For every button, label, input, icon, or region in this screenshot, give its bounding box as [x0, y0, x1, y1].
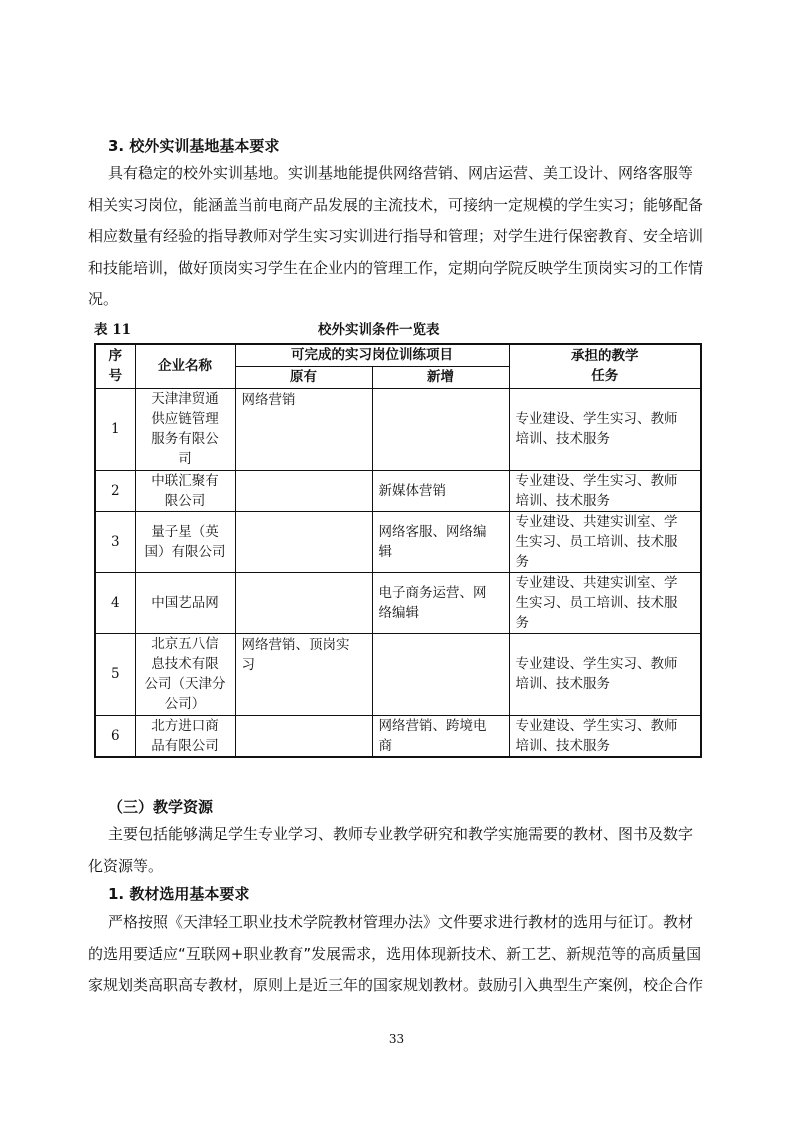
- table-body: [95, 388, 701, 757]
- cell-added: [372, 470, 509, 511]
- cell-added: [372, 633, 509, 715]
- cell-tasks: [509, 715, 701, 757]
- header-projects: 可完成的实习岗位训练项目: [235, 344, 509, 366]
- section-heading-external-training-base: 3. 校外实训基地基本要求: [108, 137, 280, 155]
- cell-company-line: 北京五八信: [151, 636, 219, 652]
- cell-added-line: 电子商务运营、网: [378, 584, 487, 601]
- cell-existing: [235, 715, 372, 757]
- header-tasks: [509, 344, 701, 388]
- cell-seq: 1: [95, 388, 135, 470]
- cell-tasks-line: 专业建设、学生实习、教师: [515, 656, 678, 672]
- cell-added: [372, 511, 509, 572]
- cell-tasks-line: 培训、技术服务: [515, 431, 610, 447]
- cell-tasks: [509, 388, 701, 470]
- cell-seq: 5: [95, 633, 135, 715]
- paragraph-line: 主要包括能够满足学生专业学习、教师专业教学研究和教学实施需要的教材、图书及数字: [108, 825, 694, 843]
- cell-company-line: 量子星（英: [151, 523, 219, 540]
- cell-existing-line: 习: [241, 656, 255, 673]
- table-row: [95, 715, 701, 757]
- cell-added-line: 络编辑: [378, 604, 419, 621]
- cell-company: [135, 388, 235, 470]
- cell-company-line: 中联汇聚有: [151, 472, 219, 489]
- section-paragraph-teaching-resources: [88, 819, 708, 882]
- cell-added-line: 网络营销、跨境电: [378, 717, 487, 734]
- cell-company-line: 司: [178, 451, 192, 467]
- cell-tasks: [509, 511, 701, 572]
- cell-company-line: 公司）: [164, 696, 206, 712]
- cell-existing-line: 网络营销: [241, 391, 296, 408]
- cell-seq: 2: [95, 470, 135, 511]
- paragraph-line: 化资源等。: [88, 856, 164, 875]
- cell-added-line: 网络客服、网络编: [378, 523, 487, 540]
- cell-company-line: 国）有限公司: [144, 543, 226, 560]
- header-company: 企业名称: [135, 344, 235, 388]
- cell-tasks-line: 专业建设、学生实习、教师: [515, 717, 678, 734]
- header-tasks-line: 承担的教学: [571, 348, 639, 365]
- header-seq-line: 序: [108, 348, 122, 365]
- table-row: [95, 388, 701, 470]
- cell-company: [135, 470, 235, 511]
- paragraph-line: 和技能培训，做好顶岗实习学生在企业内的管理工作，定期向学院反映学生顶岗实习的工作情: [88, 258, 704, 277]
- cell-seq: 4: [95, 572, 135, 633]
- table-header-row: [95, 344, 701, 366]
- paragraph-line: 具有稳定的校外实训基地。实训基地能提供网络营销、网店运营、美工设计、网络客服等: [108, 164, 694, 182]
- cell-tasks-line: 培训、技术服务: [515, 492, 610, 509]
- cell-tasks-line: 专业建设、共建实训室、学: [515, 513, 678, 530]
- cell-added: [372, 572, 509, 633]
- cell-tasks: [509, 470, 701, 511]
- cell-tasks-line: 务: [515, 614, 529, 631]
- paragraph-line: 相应数量有经验的指导教师对学生实习实训进行指导和管理；对学生进行保密教育、安全培训: [88, 227, 704, 245]
- section-paragraph-textbook-selection: [88, 907, 708, 1002]
- cell-existing-line: 网络营销、顶岗实: [241, 636, 350, 653]
- cell-company-line: 限公司: [164, 492, 206, 509]
- cell-tasks-line: 专业建设、学生实习、教师: [515, 472, 678, 489]
- paragraph-line: 家规划类高职高专教材，原则上是近三年的国家规划教材。鼓励引入典型生产案例，校企合作: [88, 976, 704, 994]
- cell-added: [372, 715, 509, 757]
- cell-added-line: 辑: [378, 543, 392, 560]
- header-added: 新增: [372, 366, 509, 388]
- cell-tasks-line: 培训、技术服务: [515, 676, 610, 692]
- cell-company: [135, 572, 235, 633]
- table-number: 表 11: [94, 322, 131, 338]
- table-row: [95, 511, 701, 572]
- cell-existing: [235, 470, 372, 511]
- section-paragraph-external-training-base: [88, 158, 708, 316]
- external-training-table: [94, 343, 702, 758]
- cell-seq: 3: [95, 511, 135, 572]
- table-row: [95, 572, 701, 633]
- cell-company-line: 品有限公司: [151, 737, 219, 754]
- cell-tasks: [509, 572, 701, 633]
- cell-company-line: 息技术有限: [151, 656, 219, 672]
- page-number: 33: [388, 1032, 405, 1046]
- section-heading-textbook-selection: 1. 教材选用基本要求: [108, 885, 250, 903]
- header-existing: 原有: [235, 366, 372, 388]
- cell-company-line: 中国艺品网: [151, 594, 219, 611]
- header-seq-line: 号: [108, 368, 122, 385]
- cell-tasks-line: 务: [515, 553, 529, 570]
- cell-seq: 6: [95, 715, 135, 757]
- cell-company-line: 公司（天津分: [144, 676, 226, 692]
- section-heading-teaching-resources: （三）教学资源: [108, 798, 214, 816]
- paragraph-line: 相关实习岗位，能涵盖当前电商产品发展的主流技术，可接纳一定规模的学生实习；能够配备: [88, 195, 704, 214]
- table-row: [95, 470, 701, 511]
- cell-tasks-line: 生实习、员工培训、技术服: [515, 533, 678, 550]
- cell-existing: [235, 511, 372, 572]
- cell-tasks-line: 培训、技术服务: [515, 737, 610, 754]
- cell-existing: [235, 633, 372, 715]
- paragraph-line: 况。: [88, 290, 119, 308]
- cell-existing: [235, 388, 372, 470]
- cell-added: [372, 388, 509, 470]
- cell-tasks-line: 专业建设、共建实训室、学: [515, 574, 678, 591]
- table-row: [95, 633, 701, 715]
- cell-tasks-line: 专业建设、学生实习、教师: [515, 411, 678, 427]
- cell-existing: [235, 572, 372, 633]
- cell-added-line: 商: [378, 737, 392, 754]
- header-seq: [95, 344, 135, 388]
- cell-company: [135, 633, 235, 715]
- cell-tasks: [509, 633, 701, 715]
- paragraph-line: 严格按照《天津轻工职业技术学院教材管理办法》文件要求进行教材的选用与征订。教材: [108, 913, 694, 931]
- table-title: 校外实训条件一览表: [318, 322, 440, 338]
- cell-company-line: 供应链管理: [151, 411, 219, 427]
- cell-added-line: 新媒体营销: [378, 482, 446, 499]
- header-tasks-line: 任务: [591, 368, 619, 385]
- cell-company: [135, 511, 235, 572]
- cell-tasks-line: 生实习、员工培训、技术服: [515, 594, 678, 611]
- paragraph-line: 的选用要适应“互联网+职业教育”发展需求，选用体现新技术、新工艺、新规范等的高质量国: [88, 944, 702, 963]
- cell-company-line: 天津津贸通: [151, 391, 219, 407]
- cell-company: [135, 715, 235, 757]
- cell-company-line: 服务有限公: [151, 431, 219, 447]
- cell-company-line: 北方进口商: [151, 717, 219, 734]
